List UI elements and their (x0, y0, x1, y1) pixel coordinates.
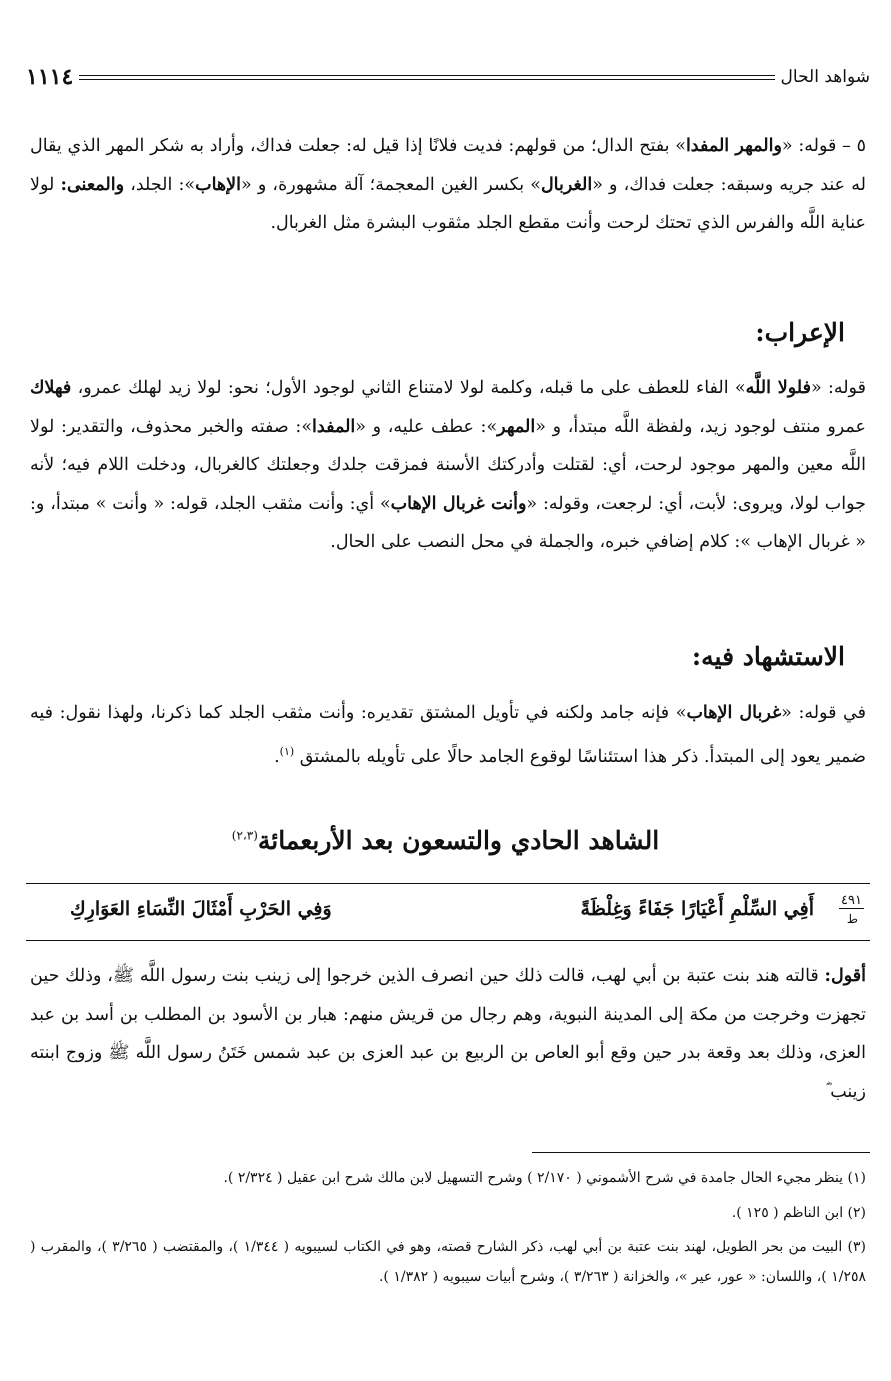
bold-term: والمهر المفدا (685, 136, 782, 156)
text-run: » بفتح الدال؛ من قولهم: فديت فلانًا إذا قيل له: جعلت فداك، وأراد به شكر المهر الذي يقال له عند جريه وسبقه: جعلت فداك، و « (30, 136, 866, 195)
running-header (26, 62, 870, 92)
explanation-paragraph (30, 127, 866, 243)
verse-first-hemistich: أَفِي السِّلْمِ أَعْيَارًا جَفَاءً وَغِلْظَةً (580, 898, 814, 920)
text-run: » الفاء للعطف على ما قبله، وكلمة لولا لامتناع الثاني لوجود الأول؛ نحو: لولا زيد لهلك عمرو، (77, 378, 746, 398)
commentary-paragraph (30, 957, 866, 1111)
text-run: » أي: وأنت مثقب الجلد، قوله: « وأنت » مبتدأ، و: « غربال الإهاب »: كلام إضافي خبره، والجملة في محل النصب على الحال. (30, 493, 866, 552)
verse-number: ٤٩١ (841, 893, 862, 908)
verse-box (26, 883, 870, 941)
bold-term: فلولا اللَّه (745, 378, 811, 398)
footnote-2: (٢) ابن الناظم ( ١٢٥ ). (731, 1205, 866, 1221)
meter-mark: ط (846, 912, 858, 926)
bold-term: فهلاك (30, 378, 72, 398)
section-heading-irab: الإعراب: (755, 318, 845, 347)
page-number: ١١١٤ (26, 64, 74, 90)
bold-term: وأنت غربال الإهاب (390, 493, 527, 514)
text-run: قوله: « (810, 378, 866, 398)
text-run: » فإنه جامد ولكنه في تأويل المشتق تقديره: وأنت مثقب الجلد كما ذكرنا، ولهذا نقول: فيه ضمير يعود إلى المبتدأ. ذكر هذا استئناسًا لوقوع الجامد حالًا على تأويله بالمشتق (30, 703, 866, 767)
header-rule (79, 75, 774, 80)
footnote-separator (532, 1152, 870, 1153)
text-run: . (274, 746, 280, 767)
text-run: »: صفته والخبر محذوف، والتقدير: لولا اللَّه معين والمهر موجود لرحت، أي: لقتلت وأدركتك الأسنة فمزقت جلدك وجعلتك كالغربال، ودخلت اللام فيه؛ لأنه جواب لولا، ويروى: لأبت، أي: لرجعت، وقوله: « (30, 416, 866, 514)
footnote-ref: (٢،٣) (231, 828, 258, 843)
shahid-title (0, 826, 891, 855)
footnote-1: (١) ينظر مجيء الحال جامدة في شرح الأشموني ( ٢/١٧٠ ) وشرح التسهيل لابن مالك شرح ابن عقيل ( ٢/٣٢٤ ). (223, 1170, 866, 1186)
running-title: شواهد الحال (780, 67, 870, 87)
footnote-3: (٣) البيت من بحر الطويل، لهند بنت عتبة بن أبي لهب، ذكر الشارح قصته، وهو في الكتاب لسيبويه ( ١/٣٤٤ )، والمقتضب ( ٣/٢٦٥ )، والمقرب ( ١/٢٥٨ )، واللسان: « عور، عير »، والخزانة ( ٣/٢٦٣ )، وشرح أبيات سيبويه ( ١/٣٨٢ ). (30, 1239, 866, 1285)
bold-term: الإهاب (195, 174, 241, 195)
text-run: في قوله: « (781, 703, 866, 723)
text-run: قالته هند بنت عتبة بن أبي لهب، قالت ذلك حين انصرف الذين خرجوا إلى زينب بنت رسول اللَّه ﷺ، وذلك حين تجهزت وخرجت من مكة إلى المدينة النبوية، وهم رجال من قريش منهم: هبار بن الأسود بن المطلب بن أسد بن عبد العزى، وذلك بعد وقعة بدر حين وقع أبو العاص بن الربيع بن عبد العزى بن عبد شمس خَتَنُ رسول اللَّه ﷺ وزوج ابنته زينب ؓ (30, 966, 866, 1102)
text-run: عمرو منتف لوجود زيد، ولفظة اللَّه مبتدأ، و « (535, 416, 866, 437)
irab-paragraph (30, 369, 866, 562)
text-run: »: عطف عليه، و « (355, 416, 498, 437)
text-run: لولا عناية اللَّه والفرس الذي تحتك لرحت وأنت مقطع الجلد مثقوب البشرة مثل الغربال. (30, 174, 866, 233)
section-heading-istishhad: الاستشهاد فيه: (691, 642, 845, 671)
verse-second-hemistich: وَفِي الحَرْبِ أَمْثَالَ النِّسَاءِ العَوَارِكِ (70, 898, 332, 920)
bold-term: غربال الإهاب (686, 703, 782, 723)
bold-term: والمعنى: (60, 174, 125, 195)
text-run: ٥ – قوله: « (781, 136, 866, 156)
bold-term: المفدا (312, 416, 356, 437)
bold-term: الغربال (540, 174, 593, 195)
text-run: »: الجلد، (130, 174, 196, 195)
footnote-ref: (١) (279, 744, 295, 758)
text-run: » بكسر الغين المعجمة؛ آلة مشهورة، و « (240, 174, 541, 195)
bold-term: المهر (497, 416, 536, 437)
shahid-title-text: الشاهد الحادي والتسعون بعد الأربعمائة (257, 826, 660, 855)
istishhad-paragraph (30, 694, 866, 776)
bold-term: أقول: (824, 966, 866, 986)
